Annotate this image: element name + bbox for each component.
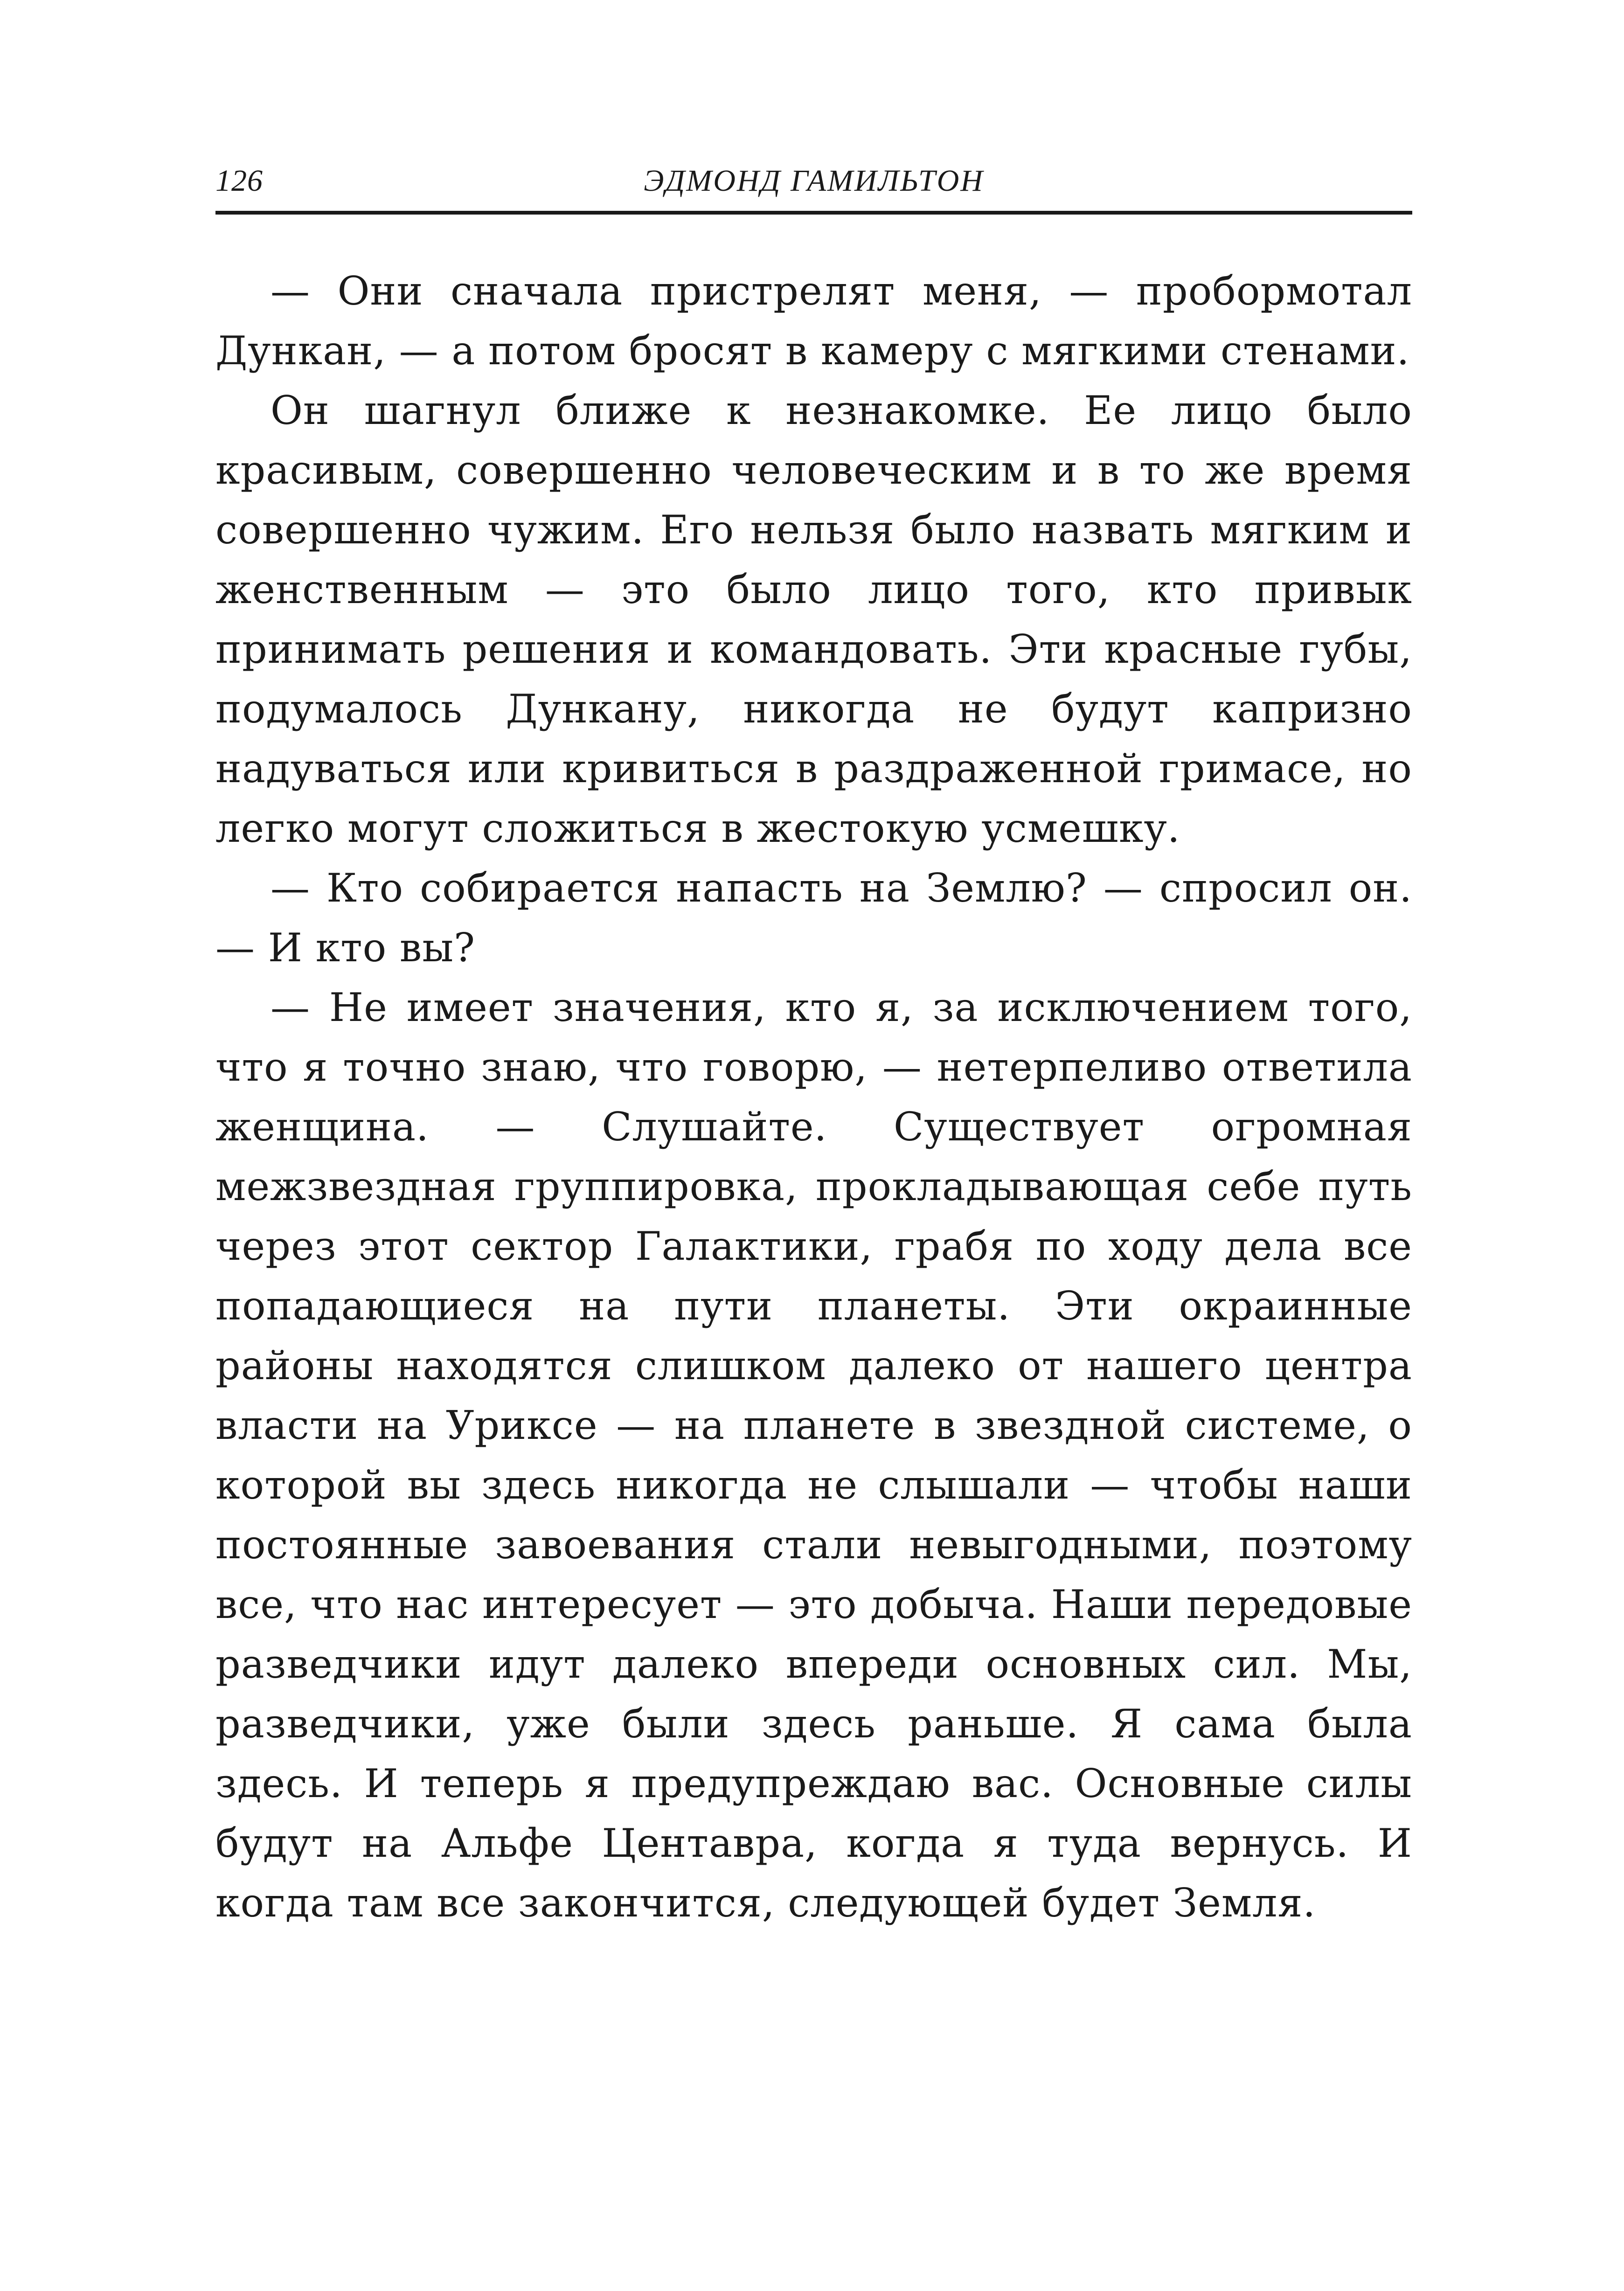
paragraph: — Они сначала пристрелят меня, — пробормотал Дункан, — а потом бросят в камеру с мягкими стенами. [215,268,1412,374]
paragraph: Он шагнул ближе к незнакомке. Ее лицо было красивым, совершенно человеческим и в то же время совершенно чужим. Его нельзя было назвать мягким и женственным — это было лицо того, кто привык принимать решения и командовать. Эти красные губы, подумалось Дункану, никогда не будут капризно надуваться или кривиться в раздраженной гримасе, но легко могут сложиться в жестокую усмешку. [215,388,1412,851]
body-text [215,261,1412,1933]
header-rule [215,211,1412,215]
page-number: 126 [215,164,263,198]
running-head [215,163,1412,205]
author-name: ЭДМОНД ГАМИЛЬТОН [644,164,984,198]
paragraph: — Кто собирается напасть на Землю? — спросил он. — И кто вы? [215,865,1412,971]
paragraph: — Не имеет значения, кто я, за исключением того, что я точно знаю, что говорю, — нетерпеливо ответила женщина. — Слушайте. Существует огромная межзвездная группировка, прокладывающая себе путь через этот сектор Галактики, грабя по ходу дела все попадающиеся на пути планеты. Эти окраинные районы находятся слишком далеко от нашего центра власти на Уриксе — на планете в звездной системе, о которой вы здесь никогда не слышали — чтобы наши постоянные завоевания стали невыгодными, поэтому все, что нас интересует — это добыча. Наши передовые разведчики идут далеко впереди основных сил. Мы, разведчики, уже были здесь раньше. Я сама была здесь. И теперь я предупреждаю вас. Основные силы будут на Альфе Центавра, когда я туда вернусь. И когда там все закончится, следующей будет Земля. [215,985,1412,1926]
